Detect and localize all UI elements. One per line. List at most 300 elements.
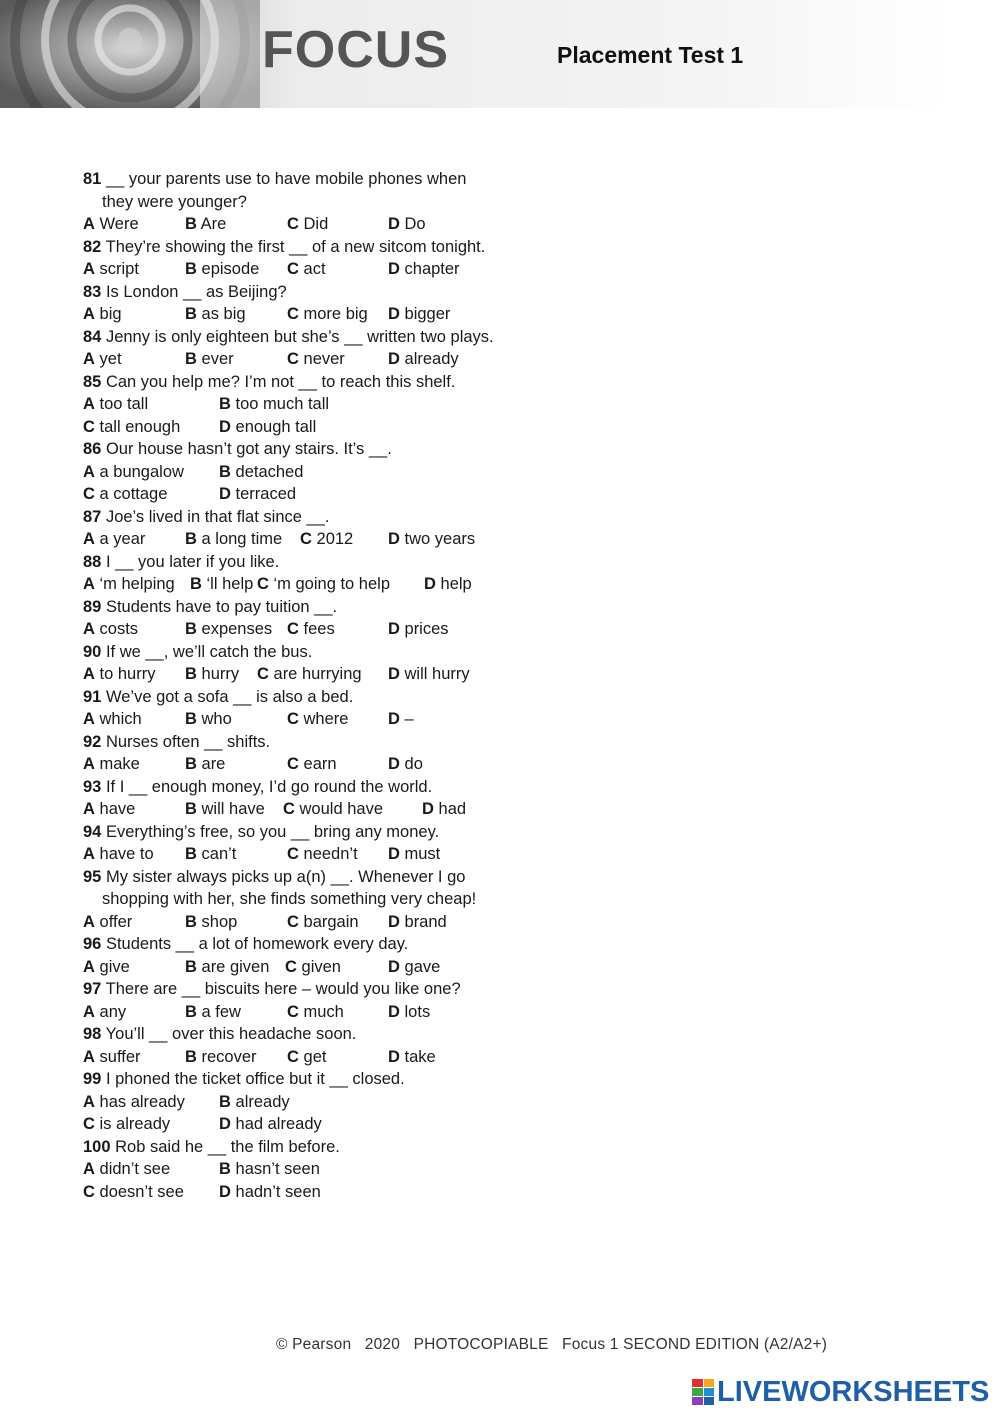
liveworksheets-brand: LIVEWORKSHEETS xyxy=(717,1375,990,1408)
option-letter: B xyxy=(185,305,197,323)
option-letter: A xyxy=(83,912,95,931)
question-stem xyxy=(83,168,502,213)
answer-option-a[interactable] xyxy=(83,461,184,484)
question-text: I phoned the ticket office but it __ closed. xyxy=(105,1070,405,1088)
answer-option-d[interactable] xyxy=(422,798,466,821)
answer-option-c[interactable] xyxy=(283,798,383,821)
answer-option-a[interactable] xyxy=(83,663,155,686)
page-header xyxy=(0,0,1000,108)
answer-option-a[interactable] xyxy=(83,528,145,551)
option-letter: A xyxy=(83,395,95,413)
option-text: fees xyxy=(303,620,335,638)
option-text: bargain xyxy=(303,912,359,931)
answer-option-b[interactable] xyxy=(185,528,282,551)
option-letter: D xyxy=(388,530,400,548)
option-letter: C xyxy=(287,1002,299,1021)
answer-options-row xyxy=(83,528,503,551)
answer-option-d[interactable] xyxy=(388,528,475,551)
option-text: too tall xyxy=(99,395,149,413)
answer-options-row xyxy=(83,258,503,281)
answer-option-d[interactable] xyxy=(388,663,470,686)
option-text: had already xyxy=(235,1115,322,1133)
option-letter: C xyxy=(257,575,269,593)
option-letter: B xyxy=(185,845,197,863)
answer-option-a[interactable] xyxy=(83,1091,185,1114)
question-text: If I __ enough money, I’d go round the world. xyxy=(105,777,433,796)
option-text: give xyxy=(99,957,130,976)
option-text: more big xyxy=(303,305,368,323)
question-stem xyxy=(83,596,503,619)
option-letter: A xyxy=(83,620,95,638)
option-letter: A xyxy=(83,1002,95,1021)
question-text: Students __ a lot of homework every day. xyxy=(105,935,409,953)
question-stem xyxy=(83,821,502,844)
answer-options-row xyxy=(83,843,503,866)
answer-option-b[interactable] xyxy=(185,911,237,934)
option-letter: C xyxy=(287,1047,299,1066)
option-text: brand xyxy=(404,912,447,931)
option-letter: B xyxy=(185,755,197,773)
answer-options-row xyxy=(83,618,503,641)
option-letter: A xyxy=(83,755,95,773)
answer-options-row xyxy=(83,213,503,236)
question-stem xyxy=(83,978,502,1001)
option-text: prices xyxy=(404,620,449,638)
option-letter: C xyxy=(285,957,297,976)
option-text: doesn’t see xyxy=(99,1182,184,1201)
question-number: 92 xyxy=(83,732,102,751)
question-text: Students have to pay tuition __. xyxy=(105,597,338,616)
answer-option-d[interactable] xyxy=(388,911,447,934)
answer-options-row xyxy=(83,663,503,686)
answer-option-b[interactable] xyxy=(185,348,234,371)
question-text: Rob said he __ the film before. xyxy=(115,1137,340,1156)
question-number: 91 xyxy=(83,687,102,706)
option-letter: A xyxy=(83,305,95,323)
option-text: ‘ll help xyxy=(206,575,254,593)
option-text: shop xyxy=(201,912,238,931)
answer-option-d[interactable] xyxy=(424,573,472,596)
option-text: big xyxy=(99,305,122,323)
question-number: 87 xyxy=(83,507,102,526)
option-letter: D xyxy=(388,305,400,323)
answer-option-b[interactable] xyxy=(185,1001,241,1024)
answer-option-b[interactable] xyxy=(219,1158,320,1181)
option-letter: C xyxy=(83,417,95,436)
question-stem xyxy=(83,866,502,911)
option-letter: A xyxy=(83,575,95,593)
option-letter: D xyxy=(422,800,434,818)
answer-option-c[interactable] xyxy=(287,843,358,866)
option-text: chapter xyxy=(404,260,460,278)
answer-option-a[interactable] xyxy=(83,618,138,641)
option-letter: A xyxy=(83,350,95,368)
option-letter: A xyxy=(83,215,95,233)
question-stem xyxy=(83,551,503,574)
option-text: ‘m going to help xyxy=(273,575,391,593)
question-number: 89 xyxy=(83,597,102,616)
option-text: has already xyxy=(99,1092,185,1111)
option-text: where xyxy=(303,710,349,728)
question-text: There are __ biscuits here – would you like one? xyxy=(105,980,461,998)
answer-option-d[interactable] xyxy=(388,1046,436,1069)
answer-options-row xyxy=(83,348,503,371)
option-letter: B xyxy=(185,800,197,818)
answer-options-row xyxy=(83,483,503,506)
option-text: will have xyxy=(201,800,265,818)
answer-option-d[interactable] xyxy=(388,348,459,371)
question-stem xyxy=(83,281,503,304)
option-text: Did xyxy=(303,215,329,233)
answer-option-c[interactable] xyxy=(287,753,337,776)
question-number: 85 xyxy=(83,372,102,391)
answer-option-d[interactable] xyxy=(388,303,450,326)
answer-option-c[interactable] xyxy=(83,483,167,506)
option-text: a year xyxy=(99,530,146,548)
question-text: Is London __ as Beijing? xyxy=(105,282,287,301)
answer-option-b[interactable] xyxy=(185,303,246,326)
answer-option-a[interactable] xyxy=(83,708,142,731)
option-letter: D xyxy=(219,1182,231,1201)
option-letter: A xyxy=(83,462,95,481)
option-letter: D xyxy=(388,755,400,773)
option-letter: A xyxy=(83,957,95,976)
swirl-decoration-icon xyxy=(0,0,260,108)
answer-option-b[interactable] xyxy=(185,618,272,641)
option-text: Are xyxy=(200,215,227,233)
option-text: who xyxy=(201,710,232,728)
answer-options-row xyxy=(83,416,503,439)
answer-option-c[interactable] xyxy=(287,348,345,371)
answer-option-d[interactable] xyxy=(219,483,296,506)
option-letter: D xyxy=(219,1115,231,1133)
option-text: Do xyxy=(404,215,426,233)
question-stem xyxy=(83,1023,503,1046)
answer-option-d[interactable] xyxy=(388,1001,430,1024)
question-stem xyxy=(83,1136,503,1159)
answer-options-row xyxy=(83,1046,503,1069)
answer-options-row xyxy=(83,956,503,979)
question-text: My sister always picks up a(n) __. Whenever I go shopping with her, she finds something very cheap! xyxy=(102,867,477,908)
option-text: needn’t xyxy=(303,845,358,863)
answer-option-b[interactable] xyxy=(185,708,232,731)
answer-option-a[interactable] xyxy=(83,1158,170,1181)
answer-option-b[interactable] xyxy=(219,1091,290,1114)
question-text: __ your parents use to have mobile phones when they were younger? xyxy=(102,170,467,211)
question-text: We’ve got a sofa __ is also a bed. xyxy=(105,687,354,706)
option-text: expenses xyxy=(201,620,273,638)
option-text: recover xyxy=(201,1047,257,1066)
option-text: are hurrying xyxy=(273,665,362,683)
option-text: a bungalow xyxy=(99,462,184,481)
question-text: Everything’s free, so you __ bring any money. xyxy=(105,822,440,841)
answer-option-a[interactable] xyxy=(83,956,130,979)
option-text: are xyxy=(201,755,226,773)
question-number: 82 xyxy=(83,237,102,256)
option-letter: B xyxy=(185,215,197,233)
option-text: is already xyxy=(99,1115,171,1133)
answer-option-d[interactable] xyxy=(219,416,316,439)
option-text: which xyxy=(99,710,142,728)
option-letter: B xyxy=(185,1047,197,1066)
option-text: gave xyxy=(404,957,441,976)
option-letter: A xyxy=(83,665,95,683)
option-letter: B xyxy=(185,912,197,931)
option-text: had xyxy=(438,800,467,818)
option-letter: D xyxy=(388,957,400,976)
option-text: bigger xyxy=(404,305,451,323)
option-letter: C xyxy=(287,215,299,233)
option-letter: D xyxy=(219,485,231,503)
answer-option-a[interactable] xyxy=(83,303,122,326)
question-number: 99 xyxy=(83,1070,102,1088)
answer-option-a[interactable] xyxy=(83,798,135,821)
option-letter: B xyxy=(219,1092,231,1111)
answer-option-c[interactable] xyxy=(287,258,326,281)
option-letter: C xyxy=(287,260,299,278)
option-text: tall enough xyxy=(99,417,181,436)
option-text: would have xyxy=(299,800,383,818)
answer-option-a[interactable] xyxy=(83,213,139,236)
answer-option-c[interactable] xyxy=(287,1046,326,1069)
answer-options-row xyxy=(83,303,503,326)
answer-option-d[interactable] xyxy=(388,753,423,776)
question-stem xyxy=(83,641,503,664)
answer-option-a[interactable] xyxy=(83,573,175,596)
answer-option-c[interactable] xyxy=(287,213,328,236)
option-text: can’t xyxy=(201,845,237,863)
option-letter: D xyxy=(219,417,231,436)
option-letter: D xyxy=(388,1002,400,1021)
answer-options-row xyxy=(83,461,503,484)
answer-option-c[interactable] xyxy=(287,1001,344,1024)
question-text: If we __, we’ll catch the bus. xyxy=(105,642,313,661)
option-text: any xyxy=(99,1002,127,1021)
option-letter: B xyxy=(185,530,197,548)
option-text: didn’t see xyxy=(99,1160,171,1178)
question-number: 81 xyxy=(83,170,102,188)
option-text: episode xyxy=(201,260,260,278)
option-text: get xyxy=(303,1047,327,1066)
option-text: enough tall xyxy=(235,417,317,436)
answer-option-c[interactable] xyxy=(287,303,368,326)
option-text: lots xyxy=(404,1002,431,1021)
option-letter: C xyxy=(283,800,295,818)
option-text: already xyxy=(235,1092,290,1111)
option-letter: C xyxy=(83,1182,95,1201)
answer-option-b[interactable] xyxy=(185,663,239,686)
answer-option-d[interactable] xyxy=(388,843,440,866)
question-number: 86 xyxy=(83,440,102,458)
option-text: 2012 xyxy=(316,530,354,548)
option-text: never xyxy=(303,350,345,368)
option-letter: B xyxy=(219,462,231,481)
answer-option-c[interactable] xyxy=(287,911,359,934)
option-text: a few xyxy=(201,1002,241,1021)
option-letter: B xyxy=(185,710,197,728)
option-letter: D xyxy=(388,620,400,638)
liveworksheets-watermark[interactable] xyxy=(692,1374,989,1410)
answer-option-b[interactable] xyxy=(190,573,253,596)
question-text: Joe’s lived in that flat since __. xyxy=(105,507,330,526)
answer-option-a[interactable] xyxy=(83,753,140,776)
answer-option-c[interactable] xyxy=(83,1113,170,1136)
option-letter: D xyxy=(388,912,400,931)
question-number: 84 xyxy=(83,327,102,346)
question-text: I __ you later if you like. xyxy=(105,552,280,571)
option-letter: C xyxy=(83,1115,95,1133)
option-letter: A xyxy=(83,530,95,548)
option-letter: A xyxy=(83,845,95,863)
option-text: ever xyxy=(201,350,234,368)
option-letter: D xyxy=(424,575,436,593)
answer-option-a[interactable] xyxy=(83,1001,126,1024)
answer-option-d[interactable] xyxy=(388,708,414,731)
question-text: They’re showing the first __ of a new sitcom tonight. xyxy=(105,237,486,256)
option-letter: B xyxy=(219,395,231,413)
answer-options-row xyxy=(83,753,503,776)
answer-option-a[interactable] xyxy=(83,911,132,934)
answer-option-c[interactable] xyxy=(287,708,348,731)
question-text: You’ll __ over this headache soon. xyxy=(105,1025,357,1043)
footer-copyright: © Pearson 2020 PHOTOCOPIABLE Focus 1 SECOND EDITION (A2/A2+) xyxy=(276,1336,828,1353)
option-text: hurry xyxy=(201,665,240,683)
answer-option-b[interactable] xyxy=(185,753,225,776)
question-stem xyxy=(83,933,503,956)
question-number: 93 xyxy=(83,777,102,796)
option-letter: D xyxy=(388,665,400,683)
option-text: offer xyxy=(99,912,133,931)
option-text: a cottage xyxy=(99,485,168,503)
answer-options-row xyxy=(83,573,503,596)
question-stem xyxy=(83,776,502,799)
answer-option-b[interactable] xyxy=(185,258,259,281)
question-stem xyxy=(83,506,503,529)
answer-option-a[interactable] xyxy=(83,1046,140,1069)
answer-option-b[interactable] xyxy=(185,1046,257,1069)
option-text: as big xyxy=(201,305,246,323)
answer-option-c[interactable] xyxy=(83,1181,184,1204)
option-letter: A xyxy=(83,1092,95,1111)
answer-options-row xyxy=(83,1158,503,1181)
option-text: help xyxy=(440,575,472,593)
answer-option-d[interactable] xyxy=(219,1181,321,1204)
option-letter: B xyxy=(185,957,197,976)
option-letter: B xyxy=(185,260,197,278)
answer-option-c[interactable] xyxy=(300,528,353,551)
answer-option-a[interactable] xyxy=(83,393,148,416)
question-number: 94 xyxy=(83,822,102,841)
answer-option-c[interactable] xyxy=(83,416,180,439)
question-number: 98 xyxy=(83,1025,102,1043)
question-number: 90 xyxy=(83,642,102,661)
question-number: 95 xyxy=(83,867,102,886)
option-text: act xyxy=(303,260,326,278)
option-letter: C xyxy=(287,845,299,863)
question-number: 88 xyxy=(83,552,102,571)
answer-option-b[interactable] xyxy=(185,843,236,866)
option-text: already xyxy=(404,350,459,368)
option-letter: D xyxy=(388,710,400,728)
answer-option-b[interactable] xyxy=(219,461,303,484)
option-text: will hurry xyxy=(404,665,470,683)
question-number: 96 xyxy=(83,935,102,953)
answer-option-d[interactable] xyxy=(219,1113,322,1136)
option-letter: D xyxy=(388,260,400,278)
answer-option-c[interactable] xyxy=(257,573,390,596)
answer-options-row xyxy=(83,1001,503,1024)
option-letter: A xyxy=(83,710,95,728)
answer-option-a[interactable] xyxy=(83,258,139,281)
option-text: ‘m helping xyxy=(99,575,175,593)
option-letter: C xyxy=(287,912,299,931)
answer-options-row xyxy=(83,708,503,731)
option-text: terraced xyxy=(235,485,297,503)
answer-option-d[interactable] xyxy=(388,258,460,281)
option-text: much xyxy=(303,1002,344,1021)
answer-option-b[interactable] xyxy=(185,798,265,821)
option-text: hadn’t seen xyxy=(235,1182,321,1201)
answer-option-b[interactable] xyxy=(219,393,329,416)
question-stem xyxy=(83,1068,503,1091)
question-stem xyxy=(83,371,502,394)
option-text: yet xyxy=(99,350,122,368)
option-text: suffer xyxy=(99,1047,141,1066)
answer-option-c[interactable] xyxy=(257,663,362,686)
option-letter: C xyxy=(287,620,299,638)
option-letter: C xyxy=(83,485,95,503)
question-number: 83 xyxy=(83,282,102,301)
answer-option-d[interactable] xyxy=(388,956,440,979)
answer-options-row xyxy=(83,798,503,821)
option-letter: D xyxy=(388,845,400,863)
question-stem xyxy=(83,686,503,709)
answer-option-d[interactable] xyxy=(388,618,449,641)
answer-options-row xyxy=(83,393,503,416)
option-text: earn xyxy=(303,755,337,773)
option-letter: C xyxy=(257,665,269,683)
answer-option-d[interactable] xyxy=(388,213,426,236)
answer-option-c[interactable] xyxy=(287,618,335,641)
answer-option-a[interactable] xyxy=(83,843,154,866)
answer-options-row xyxy=(83,1091,503,1114)
option-text: given xyxy=(301,957,341,976)
option-text: – xyxy=(404,710,414,728)
option-letter: B xyxy=(185,620,197,638)
answer-option-b[interactable] xyxy=(185,956,269,979)
option-letter: B xyxy=(185,350,197,368)
question-number: 97 xyxy=(83,980,102,998)
answer-option-b[interactable] xyxy=(185,213,226,236)
option-text: have to xyxy=(99,845,154,863)
option-text: hasn’t seen xyxy=(235,1160,320,1178)
option-text: do xyxy=(404,755,423,773)
answer-option-a[interactable] xyxy=(83,348,122,371)
option-letter: A xyxy=(83,260,95,278)
option-text: must xyxy=(404,845,441,863)
answer-options-row xyxy=(83,1113,503,1136)
question-text: Jenny is only eighteen but she’s __ written two plays. xyxy=(105,327,494,346)
option-text: Were xyxy=(99,215,139,233)
option-letter: C xyxy=(287,710,299,728)
option-letter: C xyxy=(287,305,299,323)
liveworksheets-logo-icon xyxy=(692,1379,714,1405)
question-number: 100 xyxy=(83,1137,111,1156)
answer-option-c[interactable] xyxy=(285,956,341,979)
question-text: Our house hasn’t got any stairs. It’s __. xyxy=(105,440,392,458)
option-letter: B xyxy=(190,575,202,593)
question-stem xyxy=(83,438,503,461)
